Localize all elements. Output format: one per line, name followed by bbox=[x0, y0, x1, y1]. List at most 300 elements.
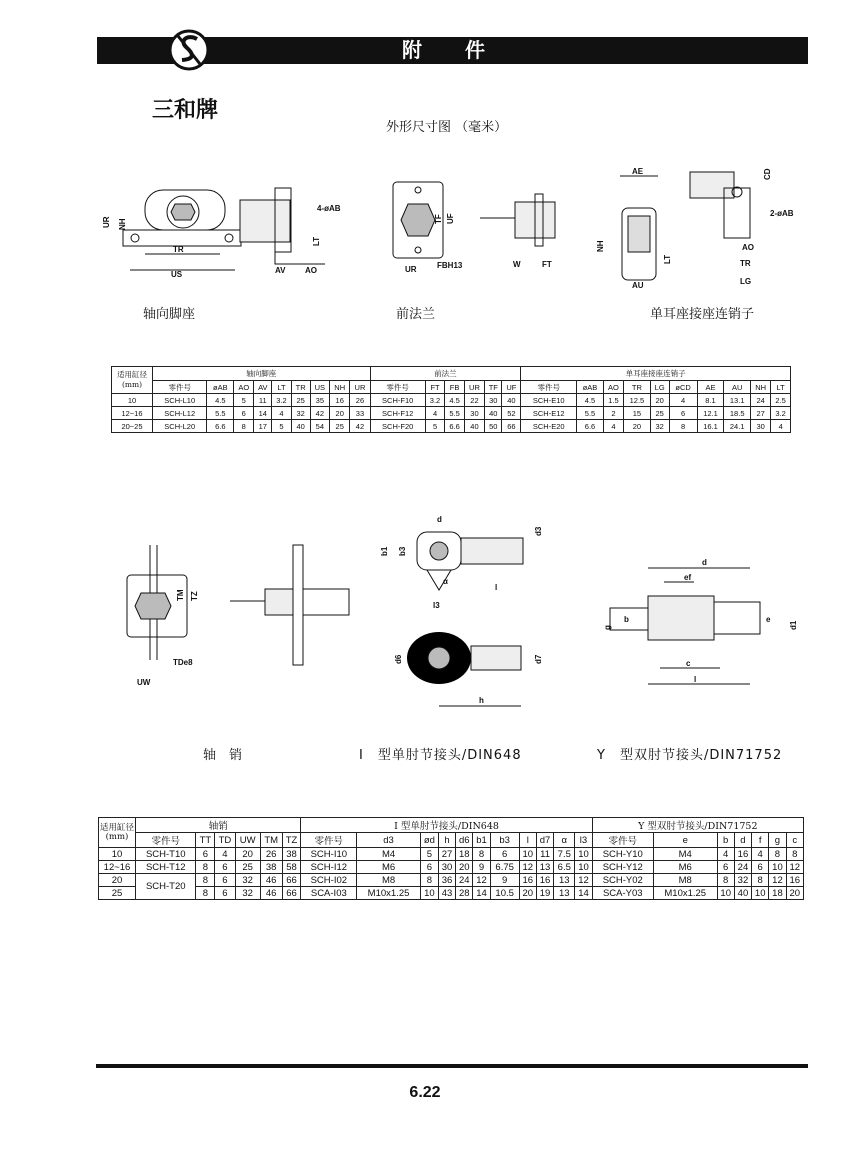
table-cell: 6 bbox=[669, 407, 697, 420]
table-cell: 25 bbox=[235, 861, 260, 874]
table-cell: 4 bbox=[425, 407, 445, 420]
table-cell: 32 bbox=[650, 420, 669, 433]
table-cell: 28 bbox=[456, 887, 473, 900]
table-cell: 14 bbox=[254, 407, 272, 420]
table-cell: SCH-E20 bbox=[521, 420, 577, 433]
dim-label: AE bbox=[632, 167, 644, 176]
table-cell: 40 bbox=[464, 420, 484, 433]
table-cell: 14 bbox=[575, 887, 592, 900]
column-header: LT bbox=[272, 381, 292, 394]
table-cell: SCH-I02 bbox=[301, 874, 357, 887]
table-cell: 25 bbox=[291, 394, 310, 407]
table-cell: SCH-E12 bbox=[521, 407, 577, 420]
table-cell: 4.5 bbox=[207, 394, 234, 407]
table-cell: 27 bbox=[438, 848, 455, 861]
group-header: I 型单肘节接头/DIN648 bbox=[301, 818, 592, 833]
drawing-subtitle: 外形尺寸图 （毫米） bbox=[386, 120, 508, 135]
dim-label: NH bbox=[118, 218, 127, 230]
dim-label: UF bbox=[446, 213, 455, 224]
column-header: AV bbox=[254, 381, 272, 394]
row-bore-size: 10 bbox=[112, 394, 153, 407]
table-cell: M4 bbox=[357, 848, 421, 861]
table-cell: 12 bbox=[769, 874, 786, 887]
table-cell: SCH-L10 bbox=[153, 394, 207, 407]
table-cell: 1.5 bbox=[603, 394, 623, 407]
table-cell: 6 bbox=[215, 887, 235, 900]
table-cell: 4 bbox=[717, 848, 734, 861]
table-cell: 10 bbox=[420, 887, 438, 900]
table-cell: 12 bbox=[575, 874, 592, 887]
table-cell: 32 bbox=[734, 874, 751, 887]
column-header: TR bbox=[624, 381, 651, 394]
column-header: AO bbox=[234, 381, 254, 394]
table-cell: 11 bbox=[254, 394, 272, 407]
page-number: 6.22 bbox=[409, 1084, 441, 1101]
table-cell: 46 bbox=[260, 874, 282, 887]
table-cell: SCH-Y10 bbox=[592, 848, 653, 861]
table-cell: M8 bbox=[357, 874, 421, 887]
row-bore-size: 25 bbox=[99, 887, 136, 900]
table-cell: 8 bbox=[420, 874, 438, 887]
table-cell: M6 bbox=[357, 861, 421, 874]
table-cell: 16 bbox=[734, 848, 751, 861]
table-cell: 20 bbox=[235, 848, 260, 861]
dim-label: AV bbox=[275, 266, 286, 275]
table-cell: 10 bbox=[752, 887, 769, 900]
column-header: UR bbox=[350, 381, 370, 394]
dim-label: AU bbox=[632, 281, 644, 290]
caption-clevis: 单耳座接座连销子 bbox=[650, 307, 755, 322]
dim-label: FT bbox=[542, 260, 552, 269]
table-cell: SCH-L20 bbox=[153, 420, 207, 433]
dim-label: TZ bbox=[190, 591, 199, 601]
table-cell: 30 bbox=[464, 407, 484, 420]
column-header: d6 bbox=[456, 833, 473, 848]
table-cell: 16.1 bbox=[697, 420, 724, 433]
table-cell: 13 bbox=[554, 874, 575, 887]
table-cell: 5.5 bbox=[577, 407, 604, 420]
table-cell: 8 bbox=[234, 420, 254, 433]
front-flange-figure bbox=[375, 172, 575, 277]
table-cell: 8 bbox=[752, 874, 769, 887]
table-cell: 58 bbox=[282, 861, 301, 874]
table-cell: 40 bbox=[502, 394, 521, 407]
y-joint-figure bbox=[600, 556, 810, 696]
table-cell: 20 bbox=[650, 394, 669, 407]
table-cell: 36 bbox=[438, 874, 455, 887]
table-cell: SCH-Y12 bbox=[592, 861, 653, 874]
table-cell: 6 bbox=[234, 407, 254, 420]
dim-label: e bbox=[766, 615, 771, 624]
table-cell: SCA-I03 bbox=[301, 887, 357, 900]
table-cell: 8 bbox=[473, 848, 490, 861]
table-cell: 17 bbox=[254, 420, 272, 433]
table-cell: 6 bbox=[490, 848, 519, 861]
page-title: 附 件 bbox=[402, 38, 503, 62]
table-row bbox=[99, 887, 804, 900]
dim-label: TF bbox=[434, 214, 443, 224]
table-cell: 50 bbox=[485, 420, 502, 433]
table-mount-accessories bbox=[111, 366, 791, 433]
dim-label: LT bbox=[663, 254, 672, 264]
table-cell: 27 bbox=[751, 407, 771, 420]
table-cell: 4 bbox=[752, 848, 769, 861]
column-header: US bbox=[310, 381, 330, 394]
table-cell: 13 bbox=[554, 887, 575, 900]
table-cell: 6.6 bbox=[577, 420, 604, 433]
table-cell: 11 bbox=[536, 848, 553, 861]
table-cell: 32 bbox=[235, 874, 260, 887]
column-header: b1 bbox=[473, 833, 490, 848]
column-header: α bbox=[554, 833, 575, 848]
column-header: 零件号 bbox=[136, 833, 196, 848]
row-bore-size: 20~25 bbox=[112, 420, 153, 433]
group-header: 轴向脚座 bbox=[153, 367, 371, 381]
column-header: LG bbox=[650, 381, 669, 394]
dim-label: TDe8 bbox=[173, 658, 193, 667]
table-cell: 38 bbox=[260, 861, 282, 874]
table-row bbox=[112, 420, 791, 433]
table-cell: 24 bbox=[456, 874, 473, 887]
table-cell: 6.5 bbox=[554, 861, 575, 874]
dim-label: FBH13 bbox=[437, 261, 463, 270]
column-header: TM bbox=[260, 833, 282, 848]
column-header: AO bbox=[603, 381, 623, 394]
table-cell: 6.6 bbox=[445, 420, 465, 433]
table-cell: 8 bbox=[196, 874, 215, 887]
table-cell: 18.5 bbox=[724, 407, 751, 420]
dim-label: l bbox=[495, 583, 498, 592]
column-header: b3 bbox=[490, 833, 519, 848]
table-cell: 6 bbox=[215, 861, 235, 874]
table-cell: SCH-L12 bbox=[153, 407, 207, 420]
table-cell: SCH-T10 bbox=[136, 848, 196, 861]
column-header: TR bbox=[291, 381, 310, 394]
table-cell: 5.5 bbox=[207, 407, 234, 420]
table-cell: 13.1 bbox=[724, 394, 751, 407]
table-cell: 30 bbox=[438, 861, 455, 874]
table-cell: 4 bbox=[215, 848, 235, 861]
table-cell: SCH-Y02 bbox=[592, 874, 653, 887]
dim-label: 4-øAB bbox=[317, 204, 341, 213]
table-cell: 6.75 bbox=[490, 861, 519, 874]
dim-label: l3 bbox=[433, 601, 440, 610]
table-cell: 10 bbox=[769, 861, 786, 874]
table-cell: 43 bbox=[438, 887, 455, 900]
table-cell: 12 bbox=[473, 874, 490, 887]
table-cell: 13 bbox=[536, 861, 553, 874]
table-cell: 16 bbox=[330, 394, 350, 407]
table-cell: 35 bbox=[310, 394, 330, 407]
table-row bbox=[99, 861, 804, 874]
table-cell: 4.5 bbox=[577, 394, 604, 407]
table-cell: 30 bbox=[751, 420, 771, 433]
table-cell: 12 bbox=[519, 861, 536, 874]
table-cell: 5 bbox=[234, 394, 254, 407]
table-cell: 8 bbox=[669, 420, 697, 433]
dim-label: AO bbox=[742, 243, 754, 252]
table-pin-joints bbox=[98, 817, 804, 900]
table-row bbox=[112, 407, 791, 420]
table-cell: 33 bbox=[350, 407, 370, 420]
table-cell: 6.6 bbox=[207, 420, 234, 433]
table-cell: 20 bbox=[456, 861, 473, 874]
table-cell: 8 bbox=[717, 874, 734, 887]
table-cell: SCH-F20 bbox=[370, 420, 425, 433]
table-cell: SCH-I10 bbox=[301, 848, 357, 861]
column-header: 零件号 bbox=[301, 833, 357, 848]
dim-label: d1 bbox=[789, 620, 798, 630]
column-header: b bbox=[717, 833, 734, 848]
table-cell: 25 bbox=[650, 407, 669, 420]
table-cell: 8.1 bbox=[697, 394, 724, 407]
table-cell: M4 bbox=[653, 848, 717, 861]
table-cell: 25 bbox=[330, 420, 350, 433]
group-header: 前法兰 bbox=[370, 367, 521, 381]
table-cell: 40 bbox=[291, 420, 310, 433]
table-cell: SCH-T12 bbox=[136, 861, 196, 874]
table-cell: 38 bbox=[282, 848, 301, 861]
table-cell: 8 bbox=[769, 848, 786, 861]
table-cell: 10 bbox=[717, 887, 734, 900]
table-cell: 4 bbox=[272, 407, 292, 420]
table-cell: 3.2 bbox=[272, 394, 292, 407]
dim-label: TM bbox=[176, 589, 185, 601]
table-row bbox=[99, 874, 804, 887]
group-header: Y 型双肘节接头/DIN71752 bbox=[592, 818, 803, 833]
column-header: 零件号 bbox=[370, 381, 425, 394]
table-cell: 5 bbox=[425, 420, 445, 433]
dim-label: h bbox=[479, 696, 484, 705]
column-header: FT bbox=[425, 381, 445, 394]
table-cell: 66 bbox=[282, 887, 301, 900]
table-cell: 2 bbox=[603, 407, 623, 420]
dim-label: b3 bbox=[398, 546, 407, 556]
table-cell: 18 bbox=[456, 848, 473, 861]
column-header: d3 bbox=[357, 833, 421, 848]
column-header: TD bbox=[215, 833, 235, 848]
table-cell: M8 bbox=[653, 874, 717, 887]
footer-rule bbox=[96, 1064, 808, 1068]
column-header: e bbox=[653, 833, 717, 848]
table-cell: 20 bbox=[624, 420, 651, 433]
dim-label: ef bbox=[684, 573, 692, 582]
table-cell: 16 bbox=[786, 874, 803, 887]
table-cell: 4 bbox=[603, 420, 623, 433]
dim-label: b1 bbox=[380, 546, 389, 556]
caption-pin: 轴 销 bbox=[203, 748, 243, 763]
column-header: ød bbox=[420, 833, 438, 848]
table-cell: 20 bbox=[330, 407, 350, 420]
column-header: l bbox=[519, 833, 536, 848]
dim-label: 2-øAB bbox=[770, 209, 794, 218]
table-header: 适用缸径(mm) bbox=[112, 367, 153, 394]
dim-label: l bbox=[694, 675, 697, 684]
column-header: NH bbox=[751, 381, 771, 394]
column-header: g bbox=[769, 833, 786, 848]
dim-label: d bbox=[437, 515, 442, 524]
column-header: øAB bbox=[577, 381, 604, 394]
table-cell: 5 bbox=[272, 420, 292, 433]
dim-label: d3 bbox=[534, 526, 543, 536]
dim-label: d7 bbox=[534, 654, 543, 664]
table-cell: 22 bbox=[464, 394, 484, 407]
table-cell: 8 bbox=[196, 861, 215, 874]
column-header: UF bbox=[502, 381, 521, 394]
column-header: 零件号 bbox=[592, 833, 653, 848]
table-cell: 20 bbox=[786, 887, 803, 900]
table-cell: 6 bbox=[215, 874, 235, 887]
dim-label: TR bbox=[740, 259, 751, 268]
table-cell: 24 bbox=[734, 861, 751, 874]
group-header: 单耳座接座连销子 bbox=[521, 367, 791, 381]
dim-label: LG bbox=[740, 277, 752, 286]
table-row bbox=[112, 394, 791, 407]
column-header: h bbox=[438, 833, 455, 848]
table-cell: 12.1 bbox=[697, 407, 724, 420]
table-header: 适用缸径(mm) bbox=[99, 818, 136, 848]
table-cell: 52 bbox=[502, 407, 521, 420]
sanhe-logo-icon bbox=[166, 26, 212, 72]
table-cell: 24.1 bbox=[724, 420, 751, 433]
column-header: l3 bbox=[575, 833, 592, 848]
table-cell: 26 bbox=[350, 394, 370, 407]
dim-label: W bbox=[513, 260, 521, 269]
rod-end-figure bbox=[375, 510, 565, 710]
group-header: 轴销 bbox=[136, 818, 301, 833]
table-cell: 24 bbox=[751, 394, 771, 407]
dim-label: NH bbox=[596, 240, 605, 252]
table-cell: 7.5 bbox=[554, 848, 575, 861]
table-cell: 32 bbox=[235, 887, 260, 900]
caption-axial-foot: 轴向脚座 bbox=[143, 307, 196, 322]
table-cell: 5 bbox=[420, 848, 438, 861]
table-cell: 4 bbox=[771, 420, 791, 433]
column-header: c bbox=[786, 833, 803, 848]
table-cell: 66 bbox=[502, 420, 521, 433]
pin-figure bbox=[115, 535, 355, 695]
table-cell: M10x1.25 bbox=[653, 887, 717, 900]
dim-label: b bbox=[624, 615, 629, 624]
table-cell: 4 bbox=[669, 394, 697, 407]
table-cell: 2.5 bbox=[771, 394, 791, 407]
table-cell: 30 bbox=[485, 394, 502, 407]
table-cell: 8 bbox=[196, 887, 215, 900]
dim-label: AO bbox=[305, 266, 317, 275]
table-cell: 3.2 bbox=[771, 407, 791, 420]
table-cell: 14 bbox=[473, 887, 490, 900]
table-cell: 40 bbox=[734, 887, 751, 900]
table-cell: SCH-I12 bbox=[301, 861, 357, 874]
column-header: AE bbox=[697, 381, 724, 394]
table-cell: 66 bbox=[282, 874, 301, 887]
column-header: AU bbox=[724, 381, 751, 394]
column-header: LT bbox=[771, 381, 791, 394]
dim-label: UW bbox=[137, 678, 151, 687]
table-cell: M6 bbox=[653, 861, 717, 874]
table-cell: SCH-T20 bbox=[136, 874, 196, 900]
column-header: f bbox=[752, 833, 769, 848]
table-cell: 6 bbox=[752, 861, 769, 874]
table-cell: SCH-F12 bbox=[370, 407, 425, 420]
table-cell: 9 bbox=[473, 861, 490, 874]
dim-label: g bbox=[603, 625, 612, 630]
brand-name: 三和牌 bbox=[152, 98, 219, 123]
dim-label: CD bbox=[763, 168, 772, 180]
row-bore-size: 12~16 bbox=[112, 407, 153, 420]
table-cell: 18 bbox=[769, 887, 786, 900]
dim-label: c bbox=[686, 659, 691, 668]
dim-label: US bbox=[171, 270, 183, 279]
caption-front-flange: 前法兰 bbox=[396, 307, 436, 322]
table-row bbox=[99, 848, 804, 861]
dim-label: TR bbox=[173, 245, 184, 254]
dim-label: UR bbox=[102, 216, 111, 228]
table-cell: 42 bbox=[310, 407, 330, 420]
table-cell: 10 bbox=[575, 861, 592, 874]
table-cell: SCH-F10 bbox=[370, 394, 425, 407]
table-cell: 12.5 bbox=[624, 394, 651, 407]
column-header: øAB bbox=[207, 381, 234, 394]
table-cell: 26 bbox=[260, 848, 282, 861]
caption-y-joint: Y 型双肘节接头/DIN71752 bbox=[597, 748, 783, 763]
column-header: 零件号 bbox=[521, 381, 577, 394]
table-cell: 8 bbox=[786, 848, 803, 861]
row-bore-size: 10 bbox=[99, 848, 136, 861]
table-cell: 16 bbox=[536, 874, 553, 887]
column-header: d7 bbox=[536, 833, 553, 848]
column-header: d bbox=[734, 833, 751, 848]
table-cell: 3.2 bbox=[425, 394, 445, 407]
table-cell: 6 bbox=[196, 848, 215, 861]
table-cell: SCA-Y03 bbox=[592, 887, 653, 900]
dim-label: UR bbox=[405, 265, 417, 274]
table-cell: 6 bbox=[420, 861, 438, 874]
table-cell: 10 bbox=[519, 848, 536, 861]
table-cell: 10 bbox=[575, 848, 592, 861]
table-cell: 9 bbox=[490, 874, 519, 887]
dim-label: d6 bbox=[394, 654, 403, 664]
column-header: TF bbox=[485, 381, 502, 394]
table-cell: 46 bbox=[260, 887, 282, 900]
column-header: FB bbox=[445, 381, 465, 394]
column-header: 零件号 bbox=[153, 381, 207, 394]
dim-label: d bbox=[702, 558, 707, 567]
table-cell: 16 bbox=[519, 874, 536, 887]
table-cell: 10.5 bbox=[490, 887, 519, 900]
axial-foot-figure bbox=[102, 178, 345, 279]
column-header: øCD bbox=[669, 381, 697, 394]
table-cell: 20 bbox=[519, 887, 536, 900]
table-cell: 6 bbox=[717, 861, 734, 874]
table-cell: 40 bbox=[485, 407, 502, 420]
column-header: UW bbox=[235, 833, 260, 848]
row-bore-size: 12~16 bbox=[99, 861, 136, 874]
clevis-figure bbox=[592, 158, 812, 288]
column-header: UR bbox=[464, 381, 484, 394]
table-cell: 12 bbox=[786, 861, 803, 874]
table-cell: 54 bbox=[310, 420, 330, 433]
table-cell: 4.5 bbox=[445, 394, 465, 407]
table-cell: 15 bbox=[624, 407, 651, 420]
table-cell: 5.5 bbox=[445, 407, 465, 420]
table-cell: M10x1.25 bbox=[357, 887, 421, 900]
column-header: TZ bbox=[282, 833, 301, 848]
row-bore-size: 20 bbox=[99, 874, 136, 887]
table-cell: 42 bbox=[350, 420, 370, 433]
table-cell: 19 bbox=[536, 887, 553, 900]
dim-label: LT bbox=[312, 236, 321, 246]
